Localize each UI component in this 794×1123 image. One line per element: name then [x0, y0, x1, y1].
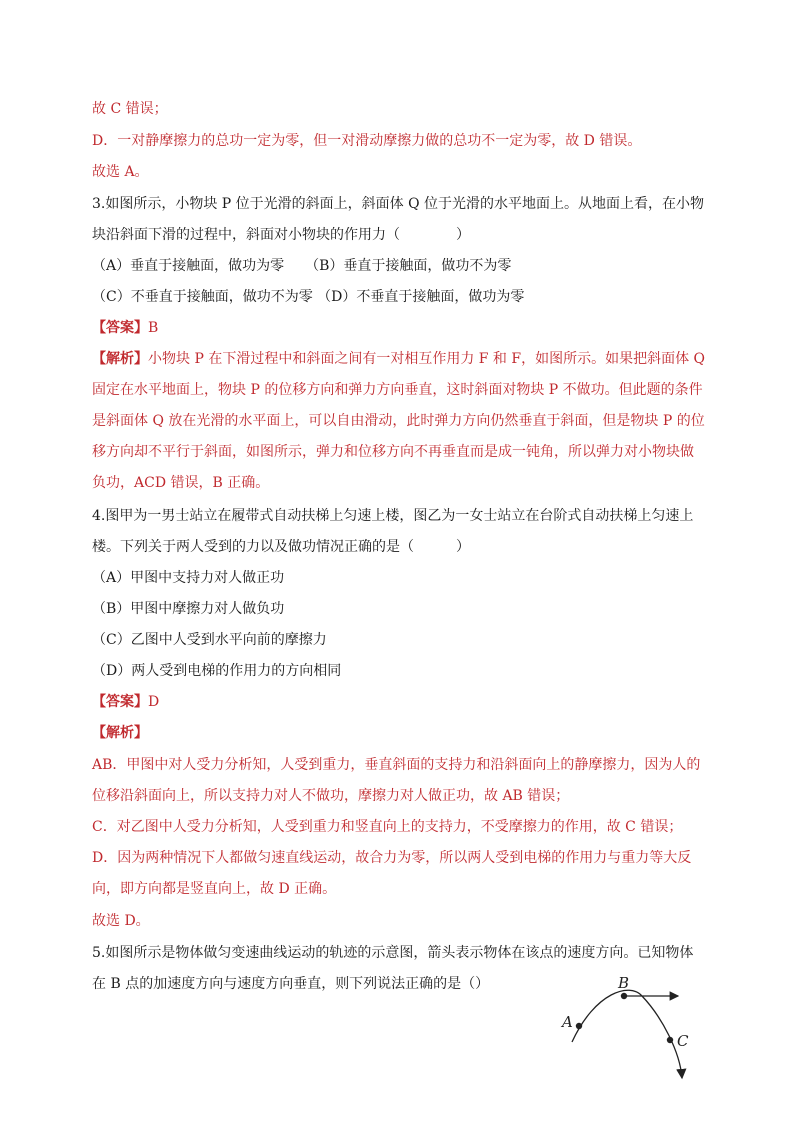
q3-analysis-line: 负功，ACD 错误，B 正确。 [92, 475, 270, 491]
q2-conclusion: 故选 A。 [92, 164, 149, 180]
analysis-tag: 【解析】 [92, 351, 148, 367]
label-b: B [618, 974, 630, 992]
q5-stem-line: 在 B 点的加速度方向与速度方向垂直，则下列说法正确的是（） [92, 976, 490, 992]
point-a [576, 1023, 582, 1029]
label-c: C [677, 1032, 689, 1050]
q2-text-line: 故 C 错误； [92, 101, 168, 117]
q5-stem-line: 5.如图所示是物体做匀变速曲线运动的轨迹的示意图，箭头表示物体在该点的速度方向。已知物体 [92, 945, 694, 961]
q4-analysis-line: 向，即方向都是竖直向上，故 D 正确。 [92, 881, 337, 897]
analysis-text: 小物块 P 在下滑过程中和斜面之间有一对相互作用力 F 和 F，如图所示。如果把斜面体 Q [148, 351, 706, 367]
answer-tag: 【答案】 [92, 320, 148, 336]
trajectory-figure [550, 972, 700, 1082]
q3-analysis-line: 移方向却不平行于斜面，如图所示，弹力和位移方向不再垂直而是成一钝角，所以弹力对小物块做 [92, 444, 694, 460]
answer-value: D [148, 694, 160, 710]
q4-analysis-line: D．因为两种情况下人都做匀速直线运动，故合力为零，所以两人受到电梯的作用力与重力等大反 [92, 850, 692, 866]
q4-stem-line: 楼。下列关于两人受到的力以及做功情况正确的是（ ） [92, 539, 470, 555]
answer-value: B [148, 320, 159, 336]
q4-option-c: （C）乙图中人受到水平向前的摩擦力 [92, 632, 327, 648]
q3-options-line: （A）垂直于接触面，做功为零 （B）垂直于接触面，做功不为零 [92, 258, 512, 274]
q3-analysis-line [92, 349, 705, 369]
q3-answer [92, 318, 158, 338]
q4-analysis-tag: 【解析】 [92, 725, 148, 741]
label-a: A [562, 1013, 573, 1031]
q3-analysis-line: 固定在水平地面上，物块 P 的位移方向和弹力方向垂直，这时斜面对物块 P 不做功。但此题的条件 [92, 382, 703, 398]
trajectory-curve [572, 990, 682, 1078]
q4-option-d: （D）两人受到电梯的作用力的方向相同 [92, 663, 342, 679]
q3-options-line: （C）不垂直于接触面，做功不为零 （D）不垂直于接触面，做功为零 [92, 289, 525, 305]
q4-analysis-line: AB．甲图中对人受力分析知，人受到重力，垂直斜面的支持力和沿斜面向上的静摩擦力，因为人的 [92, 757, 701, 773]
point-c [667, 1037, 673, 1043]
q4-stem-line: 4.图甲为一男士站立在履带式自动扶梯上匀速上楼，图乙为一女士站立在台阶式自动扶梯上匀速上 [92, 508, 694, 524]
q4-option-b: （B）甲图中摩擦力对人做负功 [92, 601, 285, 617]
q3-stem-line: 3.如图所示，小物块 P 位于光滑的斜面上，斜面体 Q 位于光滑的水平地面上。从地面上看，在小物 [92, 196, 705, 212]
q4-answer [92, 692, 159, 712]
q4-analysis-line: 位移沿斜面向上，所以支持力对人不做功，摩擦力对人做正功，故 AB 错误； [92, 788, 570, 804]
q4-analysis-line: C．对乙图中人受力分析知，人受到重力和竖直向上的支持力，不受摩擦力的作用，故 C 错误； [92, 819, 683, 835]
q4-option-a: （A）甲图中支持力对人做正功 [92, 570, 285, 586]
answer-tag: 【答案】 [92, 694, 148, 710]
q3-analysis-line: 是斜面体 Q 放在光滑的水平面上，可以自由滑动，此时弹力方向仍然垂直于斜面，但是物块 P 的位 [92, 413, 705, 429]
point-b [621, 993, 627, 999]
q3-stem-line: 块沿斜面下滑的过程中，斜面对小物块的作用力（ ） [92, 227, 470, 243]
q4-conclusion: 故选 D。 [92, 913, 150, 929]
q2-text-line: D．一对静摩擦力的总功一定为零，但一对滑动摩擦力做的总功不一定为零，故 D 错误。 [92, 133, 642, 149]
